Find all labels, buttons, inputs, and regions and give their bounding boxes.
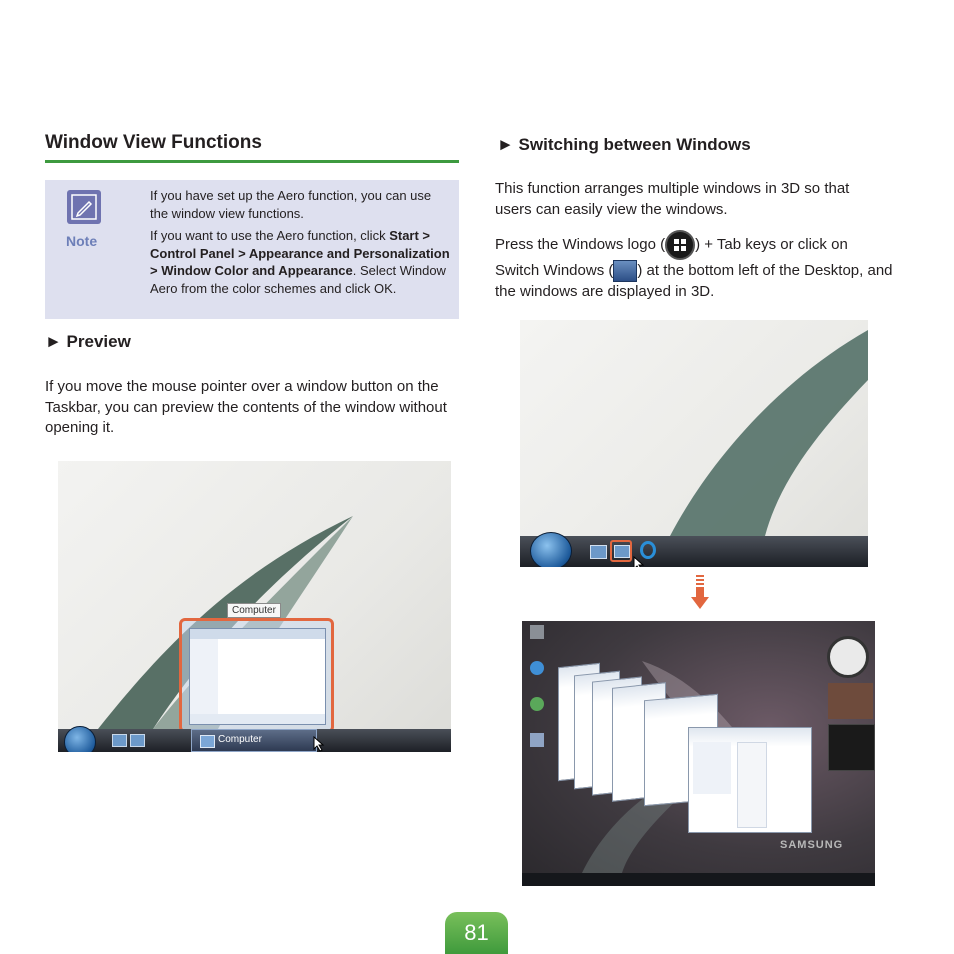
preview-heading: ► Preview — [45, 332, 131, 351]
switch-windows-icon — [613, 260, 637, 282]
pencil-note-icon — [67, 190, 101, 224]
taskbar — [520, 536, 868, 567]
recycle-bin-icon[interactable] — [530, 625, 544, 639]
mouse-pointer-icon — [633, 556, 647, 567]
windows-logo-icon — [665, 230, 695, 260]
preview-body: If you move the mouse pointer over a window button on the Taskbar, you can preview the contents of the window without opening it. — [45, 378, 447, 436]
title-divider — [45, 160, 459, 163]
down-arrow-icon — [691, 575, 709, 611]
note-paragraph-2 — [150, 227, 450, 297]
page-title: Window View Functions — [45, 132, 262, 153]
show-desktop-icon[interactable] — [112, 734, 127, 747]
thumbnail-window — [189, 628, 326, 725]
switching-paragraph-2 — [495, 230, 895, 303]
note-label: Note — [66, 233, 98, 249]
note-p2-intro: If you want to use the Aero function, click — [150, 228, 390, 243]
switching-p2-c: ) at the bottom left of the Desktop, and the windows are displayed in 3D. — [495, 261, 893, 300]
taskbar — [522, 873, 875, 886]
preview-tooltip: Computer — [227, 603, 281, 618]
clock-gadget-icon — [827, 636, 869, 678]
computer-icon[interactable] — [530, 733, 544, 747]
leaf-wallpaper — [520, 320, 868, 536]
feed-gadget — [828, 724, 875, 771]
switching-p2-b: ) + Tab keys or click on Switch Windows ( — [495, 235, 848, 279]
note-p2-path: Start > Control Panel > Appearance and Personalization > Window Color and Appearance — [150, 228, 450, 278]
switch-windows-icon[interactable] — [130, 734, 145, 747]
switching-heading: ► Switching between Windows — [497, 135, 751, 154]
switching-paragraph-1: This function arranges multiple windows in 3D so that users can easily view the windows. — [495, 180, 850, 218]
switch-windows-screenshot — [520, 320, 868, 567]
samsung-watermark: SAMSUNG — [780, 839, 844, 851]
flip-window-front[interactable] — [688, 727, 812, 833]
start-button-icon[interactable] — [64, 726, 96, 752]
switch-windows-button[interactable] — [610, 540, 632, 562]
note-p2-rest: . Select Window Aero from the color schemes and click OK. — [150, 263, 446, 296]
show-desktop-icon[interactable] — [590, 545, 607, 559]
photo-gadget — [828, 683, 873, 719]
internet-explorer-icon[interactable] — [530, 661, 544, 675]
flip-3d-screenshot — [522, 621, 875, 886]
note-paragraph-1: If you have set up the Aero function, you can use the window view functions. — [150, 188, 432, 221]
computer-taskbar-button[interactable] — [191, 729, 317, 752]
taskbar-preview-screenshot — [58, 461, 451, 752]
computer-icon — [200, 735, 215, 748]
page-number: 81 — [464, 920, 489, 945]
mouse-pointer-icon — [313, 736, 327, 752]
switching-p2-a: Press the Windows logo ( — [495, 235, 666, 253]
media-player-icon[interactable] — [530, 697, 544, 711]
window-preview-thumbnail[interactable] — [179, 618, 334, 733]
start-button-icon[interactable] — [530, 532, 572, 567]
taskbar-button-label: Computer — [218, 734, 262, 745]
